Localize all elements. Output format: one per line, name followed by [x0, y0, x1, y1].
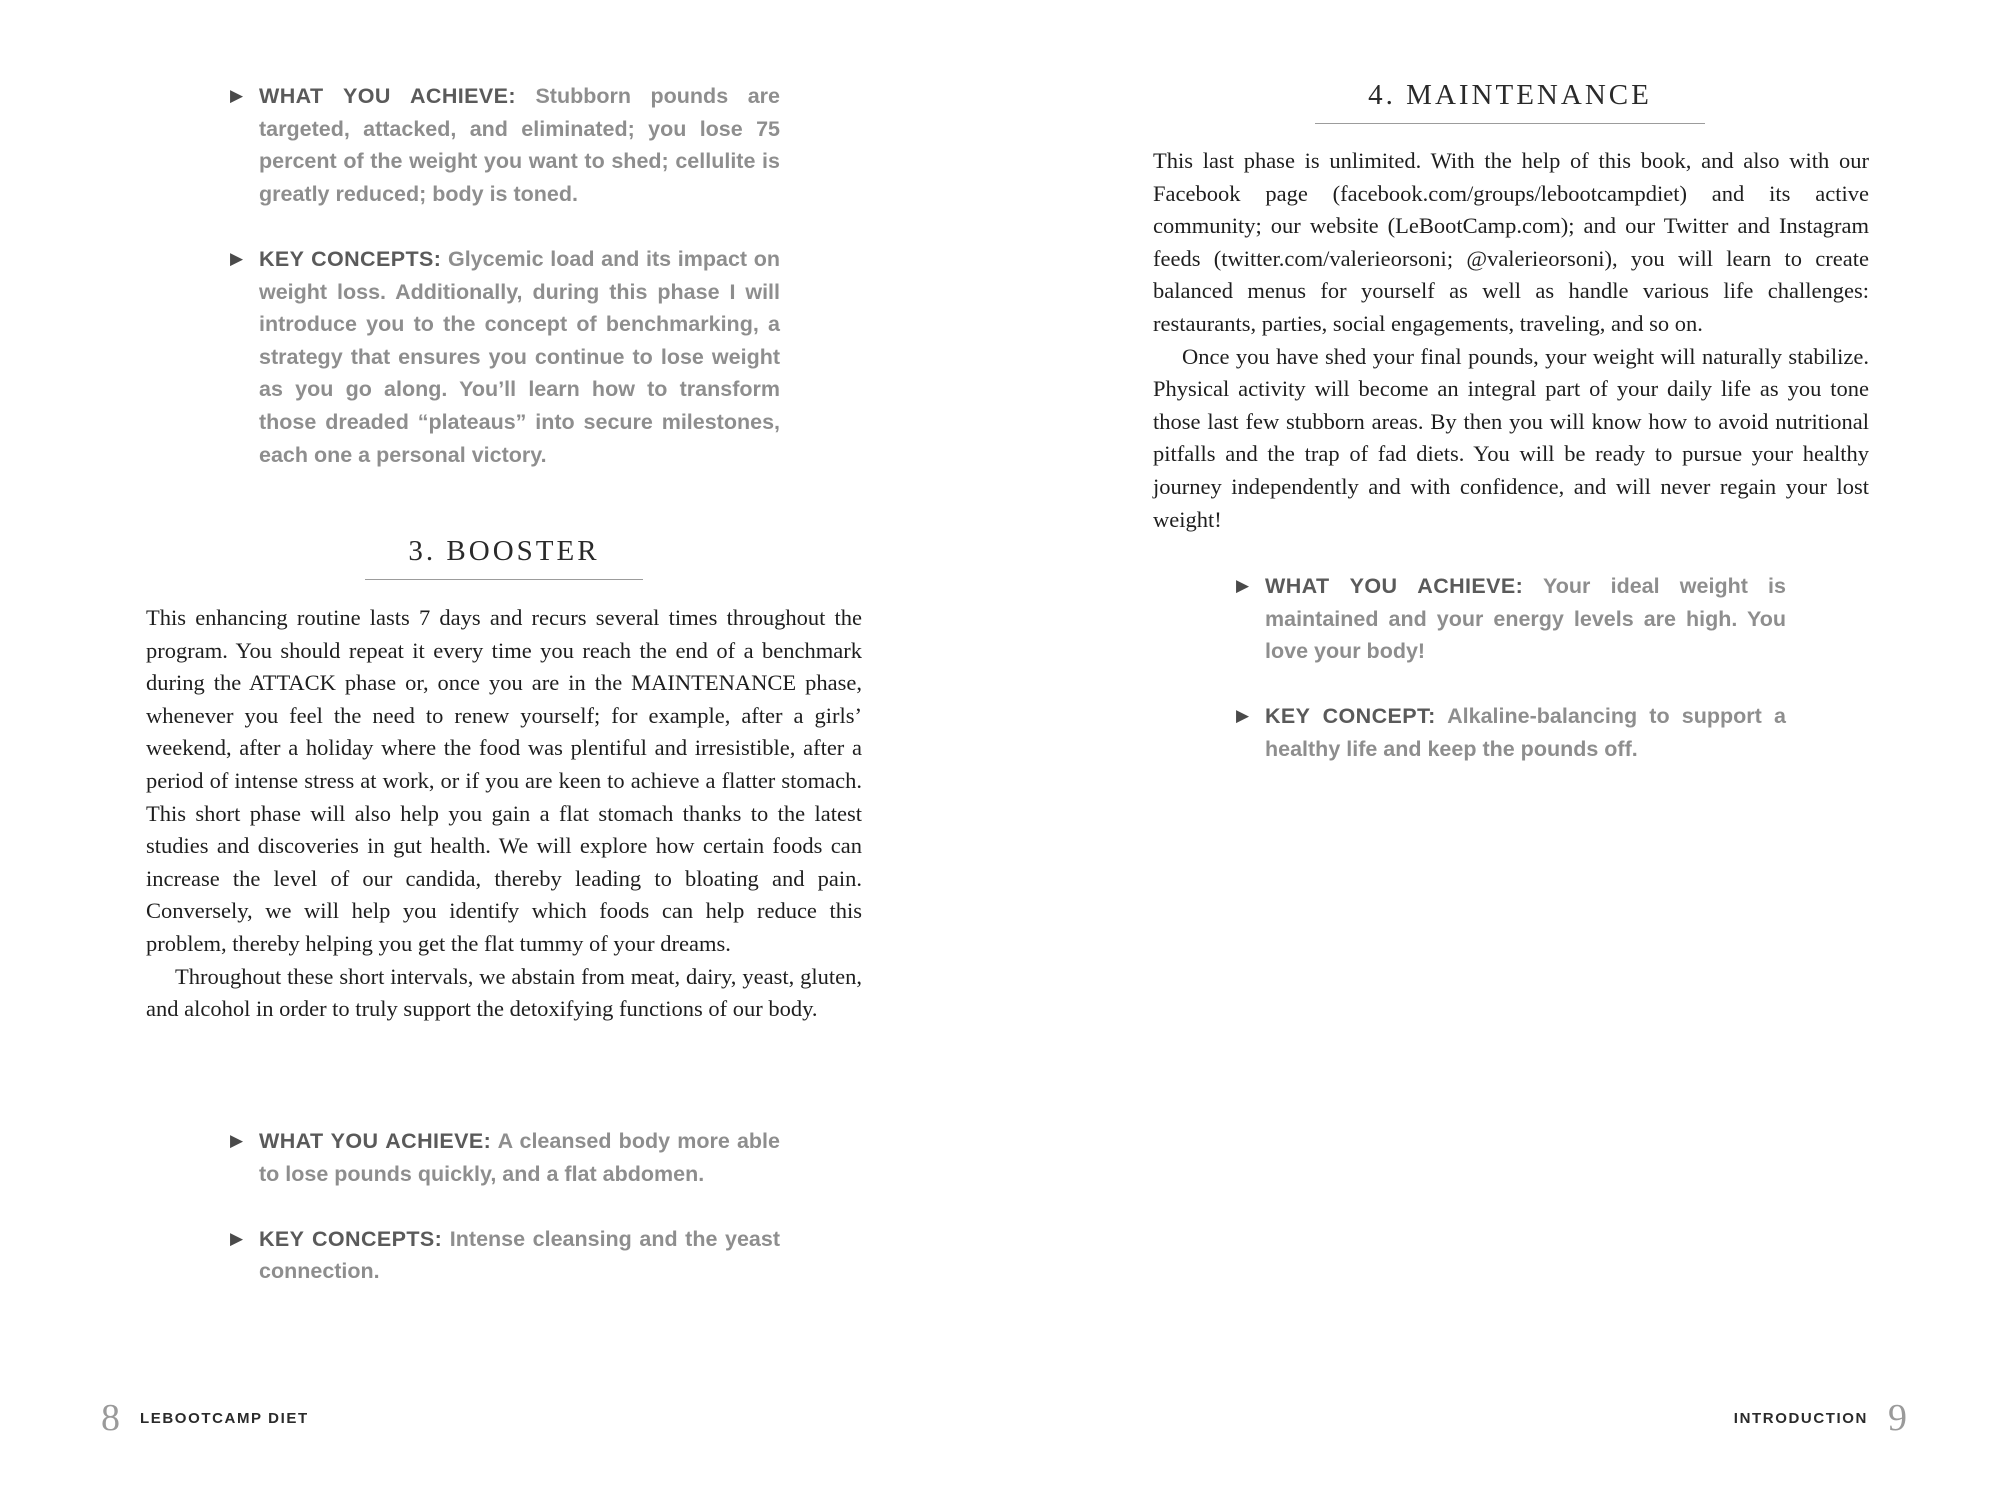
- triangle-bullet-icon: ▶: [1236, 576, 1250, 595]
- attack-bullet-list: [230, 80, 780, 471]
- running-head: INTRODUCTION: [1733, 1409, 1868, 1427]
- maintenance-bullet-list: [1236, 570, 1786, 766]
- bullet-text: A cleansed body more able to lose pounds quickly, and a flat abdomen.: [259, 1129, 780, 1186]
- bullet-text: Alkaline-balancing to support a healthy life and keep the pounds off.: [1265, 704, 1786, 761]
- triangle-bullet-icon: ▶: [230, 1228, 244, 1248]
- body-paragraph: Throughout these short intervals, we abstain from meat, dairy, yeast, gluten, and alcohol in order to truly support the detoxifying functions of our body.: [146, 963, 862, 1022]
- booster-body: [146, 602, 862, 1026]
- maintenance-body: [1153, 145, 1869, 536]
- page-number: 8: [101, 1397, 120, 1439]
- body-paragraph: This enhancing routine lasts 7 days and recurs several times throughout the program. You should repeat it every time you reach the end of a benchmark during the ATTACK phase or, once you are in the MAINTENANCE phase, whenever you feel the need to renew yourself; for example, after a girls’ weekend, after a holiday where the food was plentiful and irresistible, after a period of intense stress at work, or if you are keen to achieve a flatter stomach. This short phase will also help you gain a flat stomach thanks to the latest studies and discoveries in gut health. We will explore how certain foods can increase the level of our candida, thereby leading to bloating and pain. Conversely, we will help you identify which foods can help reduce this problem, thereby helping you get the flat tummy of your dreams.: [146, 605, 862, 956]
- booster-bullet-list: [230, 1125, 780, 1288]
- heading-rule: [1315, 123, 1705, 124]
- maintenance-heading: [1315, 77, 1705, 124]
- body-paragraph: Once you have shed your final pounds, your weight will naturally stabilize. Physical activity will become an integral part of your daily life as you tone those last few stubborn areas. By then you will know how to avoid nutritional pitfalls and the trap of fad diets. You will be ready to pursue your healthy journey independently and with confidence, and will never regain your lost weight!: [1153, 343, 1869, 532]
- bullet-what-you-achieve: [230, 80, 780, 210]
- bullet-key-concepts: [230, 1223, 780, 1288]
- bullet-text: Stubborn pounds are targeted, attacked, and eliminated; you lose 75 percent of the weight you want to shed; cellulite is greatly reduced; body is toned.: [259, 84, 780, 206]
- bullet-text: Intense cleansing and the yeast connection.: [259, 1226, 780, 1284]
- heading-rule: [365, 579, 643, 580]
- bullet-lead: WHAT YOU ACHIEVE:: [1265, 574, 1524, 598]
- running-head: LEBOOTCAMP DIET: [140, 1409, 309, 1427]
- bullet-key-concepts: [230, 243, 780, 471]
- booster-heading: [365, 533, 643, 580]
- bullet-lead: KEY CONCEPTS:: [259, 1226, 443, 1251]
- triangle-bullet-icon: ▶: [230, 86, 244, 105]
- triangle-bullet-icon: ▶: [230, 248, 244, 268]
- right-footer: [1734, 1398, 1907, 1438]
- triangle-bullet-icon: ▶: [230, 1131, 244, 1150]
- section-title: 3. BOOSTER: [408, 535, 600, 567]
- page-number: 9: [1888, 1397, 1907, 1439]
- bullet-text: Glycemic load and its impact on weight loss. Additionally, during this phase I will introduce you to the concept of benchmarking, a strategy that ensures you continue to lose weight as you go along. You’ll learn how to transform those dreaded “plateaus” into secure milestones, each one a personal victory.: [259, 246, 781, 467]
- bullet-lead: KEY CONCEPTS:: [259, 246, 442, 271]
- left-footer: [101, 1398, 309, 1438]
- bullet-lead: WHAT YOU ACHIEVE:: [259, 84, 516, 108]
- bullet-what-you-achieve: [230, 1125, 780, 1190]
- body-paragraph: This last phase is unlimited. With the help of this book, and also with our Facebook page (facebook.com/groups/lebootcampdiet) and its active community; our website (LeBootCamp.com); and our Twitter and Instagram feeds (twitter.com/valerieorsoni; @valerieorsoni), you will learn to create balanced menus for yourself as well as handle various life challenges: restaurants, parties, social engagements, traveling, and so on.: [1153, 148, 1869, 336]
- bullet-lead: KEY CONCEPT:: [1265, 704, 1436, 729]
- bullet-what-you-achieve: [1236, 570, 1786, 668]
- bullet-key-concept: [1236, 700, 1786, 765]
- triangle-bullet-icon: ▶: [1236, 706, 1250, 726]
- right-page: [1000, 0, 2000, 1500]
- bullet-text: Your ideal weight is maintained and your energy levels are high. You love your body!: [1265, 574, 1786, 664]
- section-title: 4. MAINTENANCE: [1368, 79, 1652, 111]
- bullet-lead: WHAT YOU ACHIEVE:: [259, 1129, 492, 1153]
